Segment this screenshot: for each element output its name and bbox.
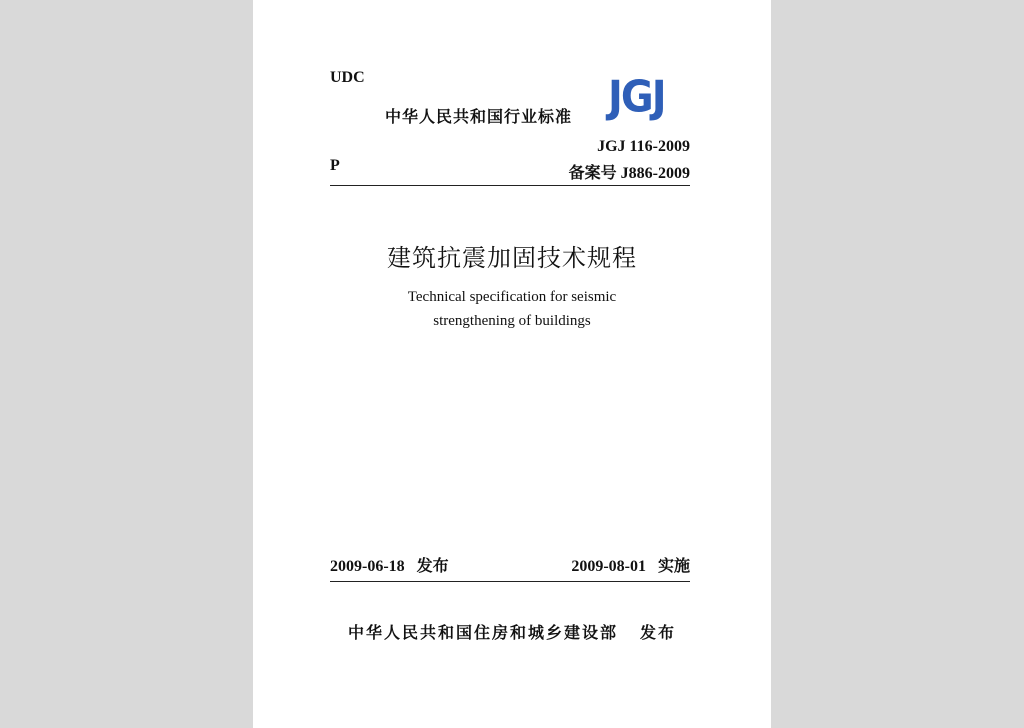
implement-label: 实施 (657, 556, 690, 575)
top-divider (330, 185, 690, 186)
document-page (253, 0, 771, 728)
implement-date: 2009-08-01 (571, 558, 646, 575)
publisher-line (253, 620, 771, 643)
publisher-label: 发布 (640, 623, 677, 642)
classification-mark: P (330, 157, 340, 174)
english-title-line2: strengthening of buildings (433, 313, 591, 329)
issue-date: 2009-06-18 (330, 558, 405, 575)
implement-date-block (571, 553, 690, 576)
issue-label: 发布 (416, 556, 449, 575)
record-number: 备案号 J886-2009 (568, 165, 690, 182)
udc-label: UDC (330, 69, 365, 86)
standard-code: JGJ 116-2009 (597, 138, 690, 155)
bottom-divider (330, 581, 690, 582)
document-title: 建筑抗震加固技术规程 (387, 244, 637, 272)
english-title-line1: Technical specification for seismic (407, 289, 617, 305)
issue-date-block (330, 553, 449, 576)
english-title (253, 285, 771, 333)
jgj-logo: JGJ (608, 72, 665, 123)
standard-title: 中华人民共和国行业标准 (385, 107, 573, 126)
publisher-name: 中华人民共和国住房和城乡建设部 (347, 623, 618, 642)
